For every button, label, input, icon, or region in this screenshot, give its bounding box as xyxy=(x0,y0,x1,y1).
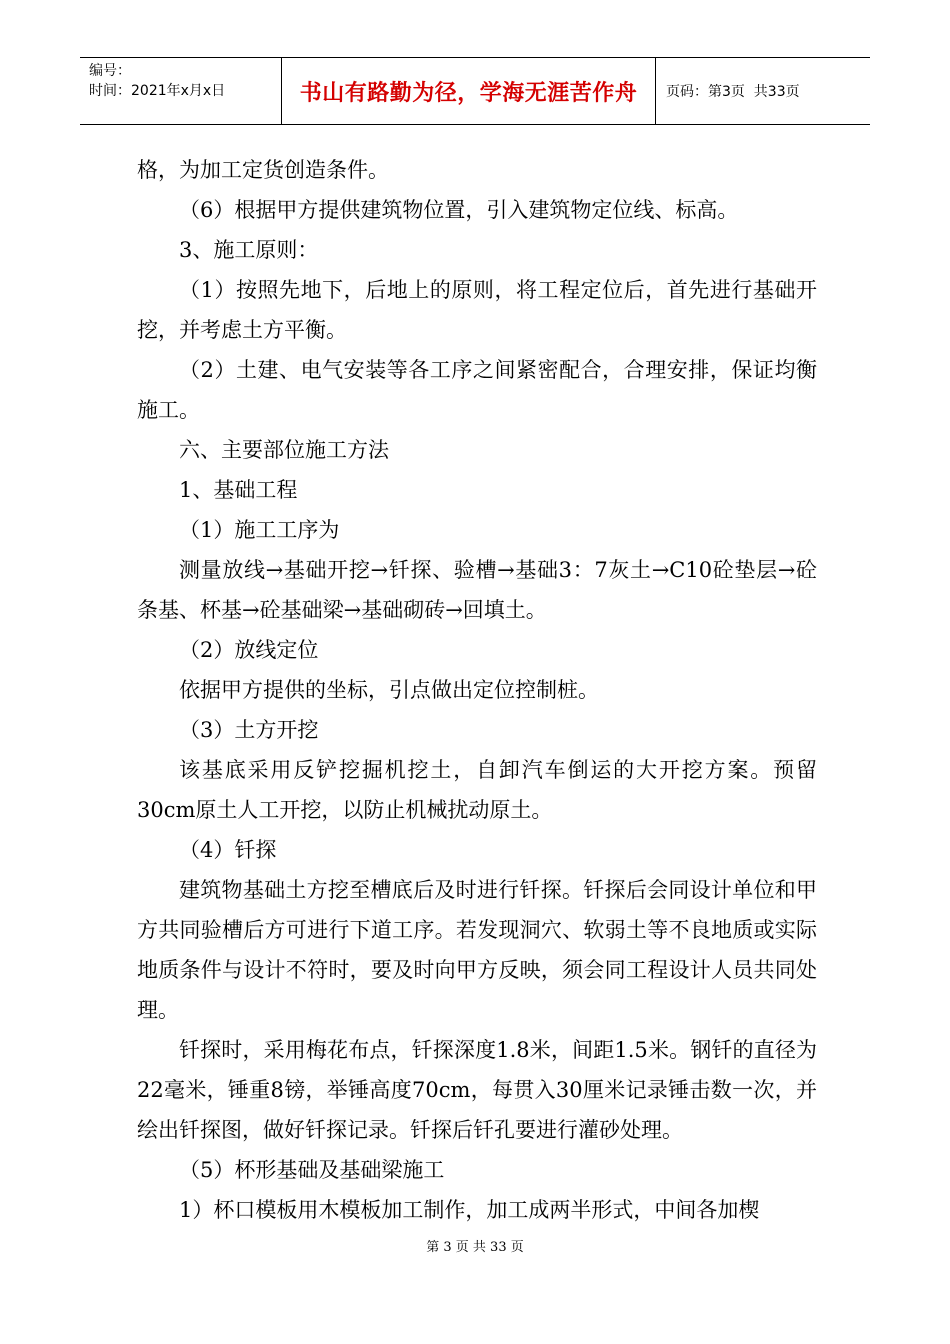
header-page-cell xyxy=(656,58,870,124)
subsection-heading: （2）放线定位 xyxy=(179,638,319,662)
subsection-heading: （3）土方开挖 xyxy=(179,718,319,742)
paragraph: 测量放线→基础开挖→钎探、验槽→基础3：7灰土→C10砼垫层→砼条基、杯基→砼基础梁→基础砌砖→回填土。 xyxy=(137,558,817,622)
paragraph: 1）杯口模板用木模板加工制作，加工成两半形式，中间各加楔 xyxy=(179,1198,760,1222)
paragraph: （2）土建、电气安装等各工序之间紧密配合，合理安排，保证均衡施工。 xyxy=(137,358,817,422)
page-footer: 第 3 页 共 33 页 xyxy=(426,1240,524,1255)
subsection-heading: （5）杯形基础及基础梁施工 xyxy=(179,1158,445,1182)
paragraph: 格，为加工定货创造条件。 xyxy=(137,158,389,182)
paragraph: （6）根据甲方提供建筑物位置，引入建筑物定位线、标高。 xyxy=(179,198,739,222)
document-time-label: 时间：2021年x月x日 xyxy=(89,83,226,99)
header-motto: 书山有路勤为径，学海无涯苦作舟 xyxy=(282,58,656,124)
paragraph: 该基底采用反铲挖掘机挖土，自卸汽车倒运的大开挖方案。预留30cm原土人工开挖，以防止机械扰动原土。 xyxy=(137,758,817,822)
paragraph: 钎探时，采用梅花布点，钎探深度1.8米，间距1.5米。钢钎的直径为22毫米，锤重8镑，举锤高度70cm，每贯入30厘米记录锤击数一次，并绘出钎探图，做好钎探记录。钎探后钎孔要进行灌砂处理。 xyxy=(137,1038,817,1142)
section-heading: 六、主要部位施工方法 xyxy=(179,438,389,462)
section-heading: 1、基础工程 xyxy=(179,478,298,502)
document-body xyxy=(137,150,817,1230)
header-info-cell xyxy=(80,58,282,124)
page-header xyxy=(80,57,870,125)
subsection-heading: （1）施工工序为 xyxy=(179,518,340,542)
paragraph: 依据甲方提供的坐标，引点做出定位控制桩。 xyxy=(179,678,599,702)
section-heading: 3、施工原则： xyxy=(179,238,319,262)
document-number-label: 编号： xyxy=(89,63,131,79)
subsection-heading: （4）钎探 xyxy=(179,838,277,862)
header-page-label: 页码：第3页 共33页 xyxy=(666,84,800,100)
paragraph: 建筑物基础土方挖至槽底后及时进行钎探。钎探后会同设计单位和甲方共同验槽后方可进行下道工序。若发现洞穴、软弱土等不良地质或实际地质条件与设计不符时，要及时向甲方反映，须会同工程设计人员共同处理。 xyxy=(137,878,817,1022)
paragraph: （1）按照先地下，后地上的原则，将工程定位后，首先进行基础开挖，并考虑土方平衡。 xyxy=(137,278,817,342)
